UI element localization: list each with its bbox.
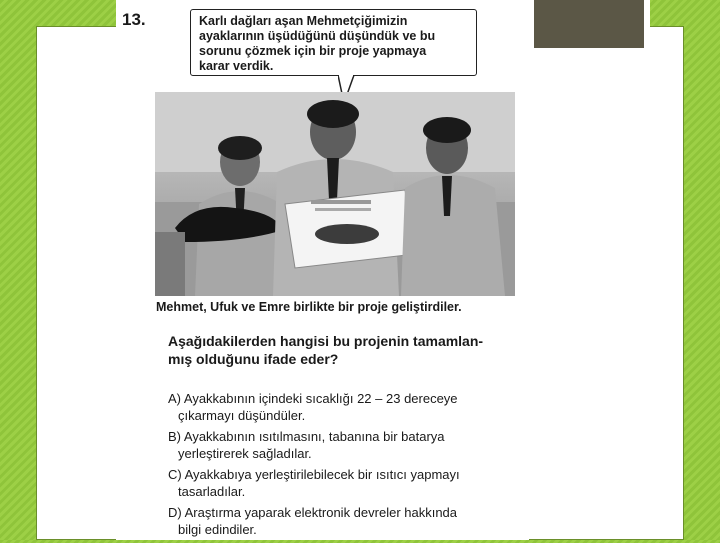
speech-line: karar verdik. bbox=[199, 59, 274, 73]
speech-line: sorunu çözmek için bir proje yapmaya bbox=[199, 44, 427, 58]
answer-options bbox=[168, 391, 528, 543]
photo-caption: Mehmet, Ufuk ve Emre birlikte bir proje geliştirdiler. bbox=[156, 300, 462, 314]
speech-line: Karlı dağları aşan Mehmetçiğimizin bbox=[199, 14, 408, 28]
option-d bbox=[168, 505, 528, 538]
option-c bbox=[168, 467, 528, 500]
option-line: D) Araştırma yaparak elektronik devreler hakkında bbox=[168, 505, 458, 520]
students-photo bbox=[155, 92, 515, 296]
option-a bbox=[168, 391, 528, 424]
question-line: Aşağıdakilerden hangisi bu projenin tamamlan- bbox=[168, 333, 484, 349]
option-b bbox=[168, 429, 528, 462]
option-line: A) Ayakkabının içindeki sıcaklığı 22 – 23 dereceye bbox=[168, 391, 458, 406]
option-line: C) Ayakkabıya yerleştirilebilecek bir ısıtıcı yapmayı bbox=[168, 467, 460, 482]
option-line: bilgi edindiler. bbox=[178, 521, 257, 537]
exam-paper bbox=[116, 0, 529, 540]
question-line: mış olduğunu ifade eder? bbox=[168, 351, 339, 367]
option-line: yerleştirerek sağladılar. bbox=[178, 445, 312, 461]
option-line: çıkarmayı düşündüler. bbox=[178, 407, 306, 423]
option-line: tasarladılar. bbox=[178, 483, 246, 499]
speech-line: ayaklarının üşüdüğünü düşündük ve bu bbox=[199, 29, 436, 43]
question-text bbox=[168, 332, 528, 368]
question-number: 13. bbox=[122, 10, 146, 29]
option-line: B) Ayakkabının ısıtılmasını, tabanına bir batarya bbox=[168, 429, 445, 444]
decorative-corner-box bbox=[528, 0, 650, 48]
speech-bubble bbox=[190, 9, 477, 76]
